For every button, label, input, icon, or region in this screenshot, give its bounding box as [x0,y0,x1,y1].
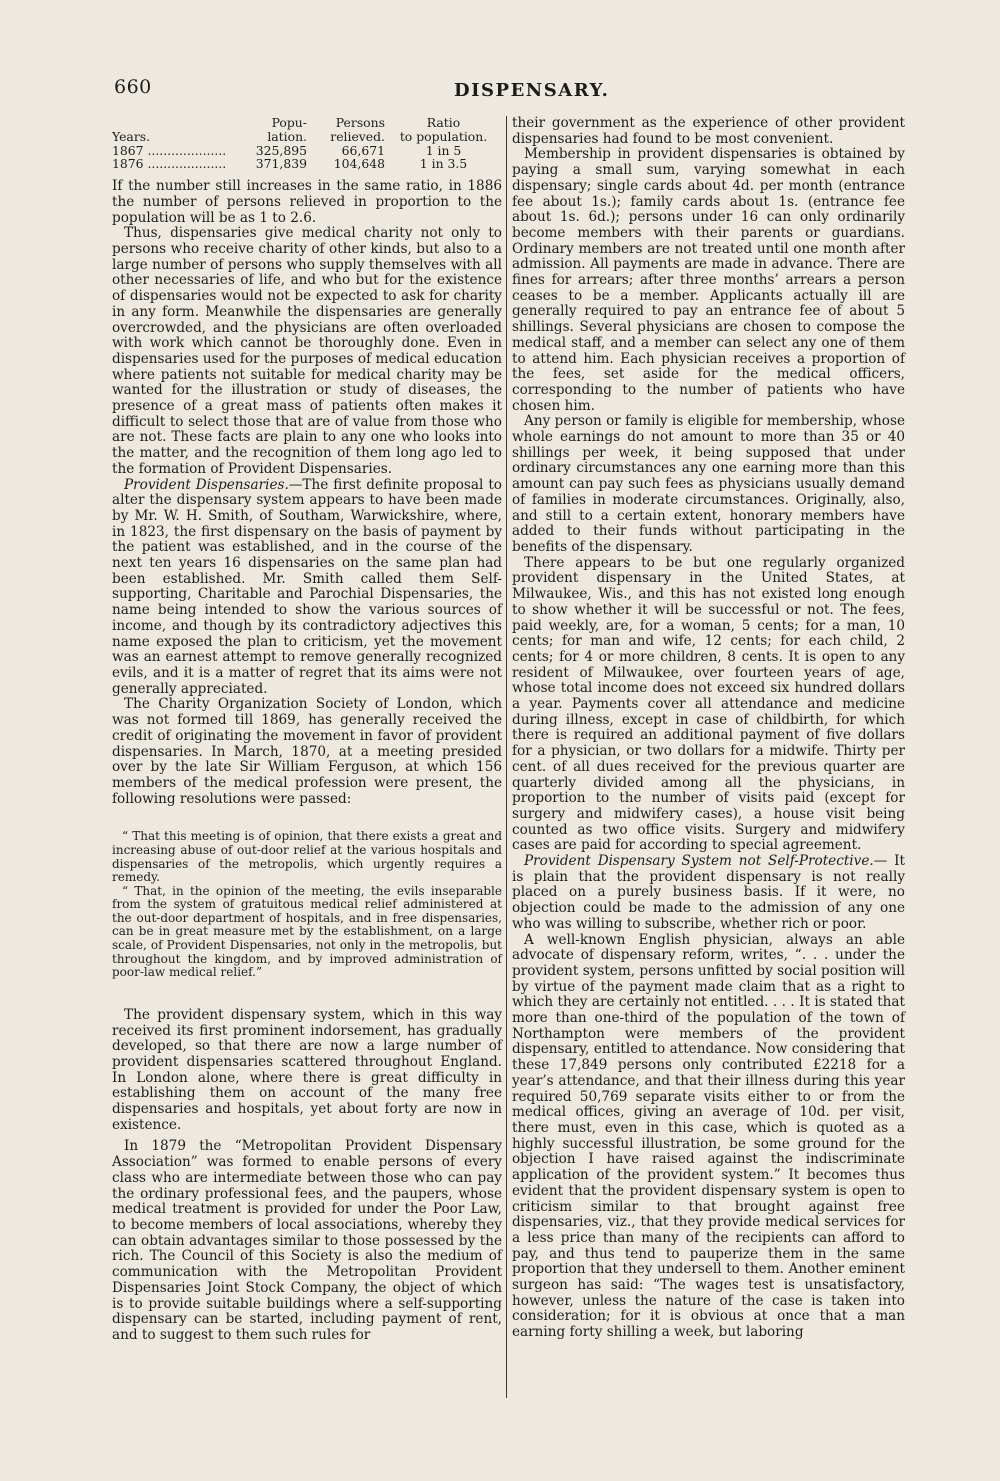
table-header: Popu- lation. [267,115,307,144]
page-number: 660 [114,76,152,98]
paragraph: A well-known English physician, always an able advocate of dispensary reform, writes, “. . . under the provident system, persons unfitted by social position will by virtue of the payment made claim that as a right to which they are certainly not entitled. . . . It is stated that more than one-third of the population of the town of Northampton were members of the provident dispensary, entitled to attendance. Now considering that these 17,849 persons only contributed £2218 for a year’s attendance, and that their illness during this year required 50,769 separate visits either to or from the medical offices, giving an average of 10d. per visit, there must, even in this case, which is quoted as a highly successful illustration, be some ground for the objection I have raised against the indiscriminate application of the provident system.” It becomes thus evident that the provident dispensary system is open to criticism similar to that brought against free dispensaries, viz., that they provide medical services for a less price than many of the recipients can afford to pay, and thus tend to pauperize them in the same proportion that they undersell to them. Another eminent surgeon has said: “The wages test is unsatisfactory, however, unless the nature of the case is taken into consideration; for it is obvious at once that a man earning forty shilling a week, but laboring [512,931,905,1341]
paragraph [512,854,905,933]
table-row [112,144,502,158]
table-header-row [112,116,502,144]
paragraph [112,478,502,698]
paragraph: The Charity Organization Society of London, which was not formed till 1869, has generally received the credit of originating the movement in favor of provident dispensaries. In March, 1870, at a meeting presided over by the late Sir William Ferguson, at which 156 members of the medical profession were present, the following resolutions were passed: [112,696,502,807]
paragraph-text: —The first definite proposal to alter the dispensary system appears to have been made by Mr. W. H. Smith, of Southam, Warwickshire, where, in 1823, the first dispensary on the basis of payment by the patient was established, and in the course of the next ten years 16 dispensaries on the same plan had been established. Mr. Smith called them Self-supporting, Charitable and Parochial Dispensaries, the name being intended to show the various sources of income, and though by its contradictory adjectives this name exposed the plan to criticism, yet the movement was an earnest attempt to remove generally recognized evils, and it is a matter of regret that its aims were not generally appreciated. [112,476,502,697]
table-cell: 371,839 [255,156,307,172]
paragraph: Thus, dispensaries give medical charity not only to persons who receive charity of other kinds, but also to a large number of persons who supply themselves with all other necessaries of life, and who but for the existence of dispensaries would not be expected to ask for charity in any form. Meanwhile the dispensaries are generally overcrowded, and the physicians are often overloaded with work which cannot be thoroughly done. Even in dispensaries used for the purposes of medical education where patients not suitable for medical charity may be wanted for the illustration or study of diseases, the presence of a great mass of patients often makes it difficult to select those that are of value from those who are not. These facts are plain to any one who looks into the matter, and the recognition of them long ago led to the formation of Provident Dispensaries. [112,225,502,477]
table-header: Years. [112,128,151,144]
quote-paragraph: “ That, in the opinion of the meeting, the evils inseparable from the system of gratuitous medical relief administered at the out-door department of hospitals, and in free dispensaries, can be in great measure met by the establishment, on a large scale, of Provident Dispensaries, not only in the metropolis, but throughout the kingdom, and by improved administration of poor-law medical relief.” [112,883,502,980]
paragraph: Any person or family is eligible for membership, whose whole earnings do not amount to more than 35 or 40 shillings per week, it being supposed that under ordinary circumstances any one earning more than this amount can pay such fees as physicians usually demand of families in moderate circumstances. Originally, also, and still to a certain extent, honorary members have added to their funds without participating in the benefits of the dispensary. [512,413,905,555]
table-cell: 1 in 3.5 [419,156,468,172]
paragraph-text: — It is plain that the provident dispensary is not really placed on a purely business basis. If it were, no objection could be made to the admission of any one who was willing to subscribe, whether rich or poor. [512,853,905,932]
statistics-table [112,116,502,171]
table-header: Ratio to population. [399,115,488,144]
section-heading: Provident Dispensaries. [124,476,289,493]
running-head: DISPENSARY. [454,80,610,101]
paragraph: If the number still increases in the same ratio, in 1886 the number of persons relieved in proportion to the population will be as 1 to 2.6. [112,178,502,226]
paragraph: The provident dispensary system, which in this way received its first prominent indorsement, has gradually developed, so that there are now a large number of provident dispensaries scattered throughout England. In London alone, where there is great difficulty in establishing them on account of the many free dispensaries and hospitals, yet about forty are now in existence. [112,1006,502,1133]
paragraph: In 1879 the “Metropolitan Provident Dispensary Association” was formed to enable persons of every class who are intermediate between those who can pay the ordinary professional fees, and the paupers, whose medical treatment is provided for under the Poor Law, to become members of local associations, whereby they can obtain advantages similar to those possessed by the rich. The Council of this Society is also the medium of communication with the Metropolitan Provident Dispensaries Joint Stock Company, the object of which is to provide suitable buildings where a self-supporting dispensary can be started, including payment of rent, and to suggest to them such rules for [112,1138,502,1343]
section-heading: Provident Dispensary System not Self-Protective. [524,853,874,870]
right-column [512,116,905,1341]
left-column [112,116,502,1344]
table-header: Persons relieved. [330,115,385,144]
table-cell: 1 in 5 [425,142,462,158]
paragraph: Membership in provident dispensaries is obtained by paying a small sum, varying somewhat in each dispensary; single cards about 4d. per month (entrance fee about 1s.); family cards about 1s. (entrance fee about 1s. 6d.); persons under 16 can only ordinarily become members with their parents or guardians. Ordinary members are not treated until one month after admission. All payments are made in advance. There are fines for arrears; after three months’ arrears a person ceases to be a member. Applicants actually ill are generally required to pay an entrance fee of about 5 shillings. Several physicians are chosen to compose the medical staff, and a member can select any one of them to attend him. Each physician receives a proportion of the fees, set aside for the medical officers, corresponding to the number of patients who have chosen him. [512,146,905,414]
table-cell: 1876 .................... [112,156,227,172]
table-cell: 1867 .................... [112,142,227,158]
paragraph: There appears to be but one regularly organized provident dispensary in the United States, at Milwaukee, Wis., and this has not existed long enough to show whether it will be successful or not. The fees, paid weekly, are, for a woman, 5 cents; for a man, 10 cents; for man and wife, 12 cents; for each child, 2 cents; for 4 or more children, 8 cents. It is open to any resident of Milwaukee, over fourteen years of age, whose total income does not exceed six hundred dollars a year. Payments cover all attendance and medicine during illness, except in case of childbirth, for which there is required an additional payment of five dollars for a physician, or two dollars for a midwife. Thirty per cent. of all dues received for the previous quarter are quarterly divided among all the physicians, in proportion to the number of visits paid (except for surgery and midwifery cases), a house visit being counted as two office visits. Surgery and midwifery cases are paid for according to special agreement. [512,554,905,854]
block-quote [112,830,502,980]
table-cell: 104,648 [333,156,385,172]
column-rule [506,116,507,1398]
table-row [112,157,502,171]
quote-paragraph: “ That this meeting is of opinion, that there exists a great and increasing abuse of out-door relief at the various hospitals and dispensaries of the metropolis, which urgently requires a remedy. [112,829,502,885]
table-cell: 66,671 [341,142,385,158]
table-cell: 325,895 [255,142,307,158]
paragraph: their government as the experience of other provident dispensaries had found to be most convenient. [512,115,905,147]
